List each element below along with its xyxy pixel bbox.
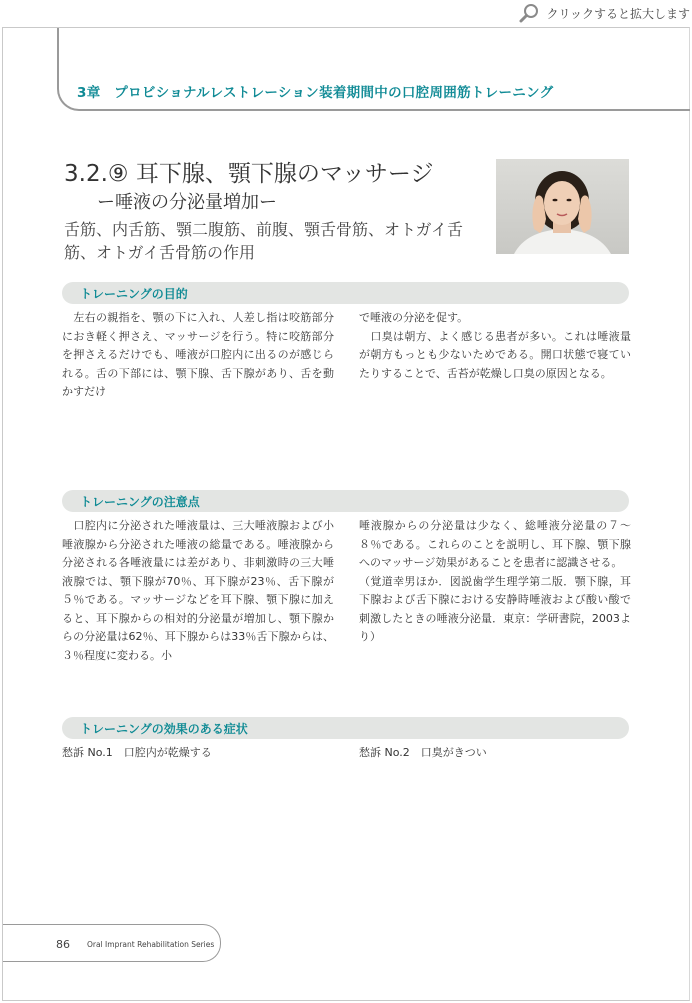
page-number: 86 [56,938,70,951]
purpose-left-column [62,309,334,402]
paragraph: 左右の親指を、顎の下に入れ、人差し指は咬筋部分におき軽く押さえ、マッサージを行う。特に咬筋部分を押さえるだけでも、唾液が口腔内に出るのが感じられる。舌の下部には、顎下腺、舌下腺があり、舌を動かすだけ [62,311,334,398]
zoom-hint-link[interactable] [518,2,690,24]
chapter-title: 3章 プロビショナルレストレーション装着期間中の口腔周囲筋トレーニング [77,85,554,101]
section-title: 3.2.⑨ 耳下腺、顎下腺のマッサージ [64,161,434,187]
notes-left-column [62,517,334,665]
paragraph: 唾液腺からの分泌量は少なく、総唾液分泌量の７〜８％である。これらのことを説明し、耳下腺、顎下腺へのマッサージ効果があることを患者に認識させる。 [359,519,631,569]
woman-photo-illustration [496,159,629,254]
purpose-heading: トレーニングの目的 [80,287,188,301]
paragraph: 口腔内に分泌された唾液量は、三大唾液腺および小唾液腺から分泌された唾液の総量である。唾液腺から分泌される各唾液量には差があり、非刺激時の三大唾液腺では、顎下腺が70％、耳下腺が23％、舌下腺が５％である。マッサージなどを耳下腺、顎下腺に加えると、耳下腺からの相対的分泌量が増加し、顎下腺からの分泌量は62％、耳下腺からは33％舌下腺からは、３％程度に変わる。小 [62,519,334,662]
complaint-1: 愁訴 No.1 口腔内が乾燥する [62,746,212,759]
complaint-2: 愁訴 No.2 口臭がきつい [359,746,487,759]
notes-right-column [359,517,631,647]
section-subtitle: ー唾液の分泌量増加ー [97,192,277,213]
purpose-right-column [359,309,631,383]
magnifier-icon [518,2,540,24]
notes-heading: トレーニングの注意点 [80,495,200,509]
paragraph: 口臭は朝方、よく感じる患者が多い。これは唾液量が朝方もっとも少ないためである。開口状態で寝ていたりすることで、舌苔が乾燥し口臭の原因となる。 [359,329,631,380]
effects-heading-bar [62,717,629,739]
footer-tab [3,924,221,962]
effects-heading: トレーニングの効果のある症状 [80,722,248,736]
muscle-list: 舌筋、内舌筋、顎二腹筋、前腹、顎舌骨筋、オトガイ舌筋、オトガイ舌骨筋の作用 [64,220,464,262]
document-page [2,27,690,1001]
paragraph: （覚道幸男ほか．図説歯学生理学第二版．顎下腺，耳下腺および舌下腺における安静時唾液および酸い酸で刺激したときの唾液分泌量．東京：学研書院，2003より） [359,574,631,643]
top-bar [0,0,692,27]
series-title: Oral Imprant Rehabilitation Series [87,940,215,949]
notes-heading-bar [62,490,629,512]
purpose-heading-bar [62,282,629,304]
massage-photo [496,159,629,254]
zoom-hint-text: クリックすると拡大します [546,6,690,21]
paragraph: で唾液の分泌を促す。 [359,311,469,324]
